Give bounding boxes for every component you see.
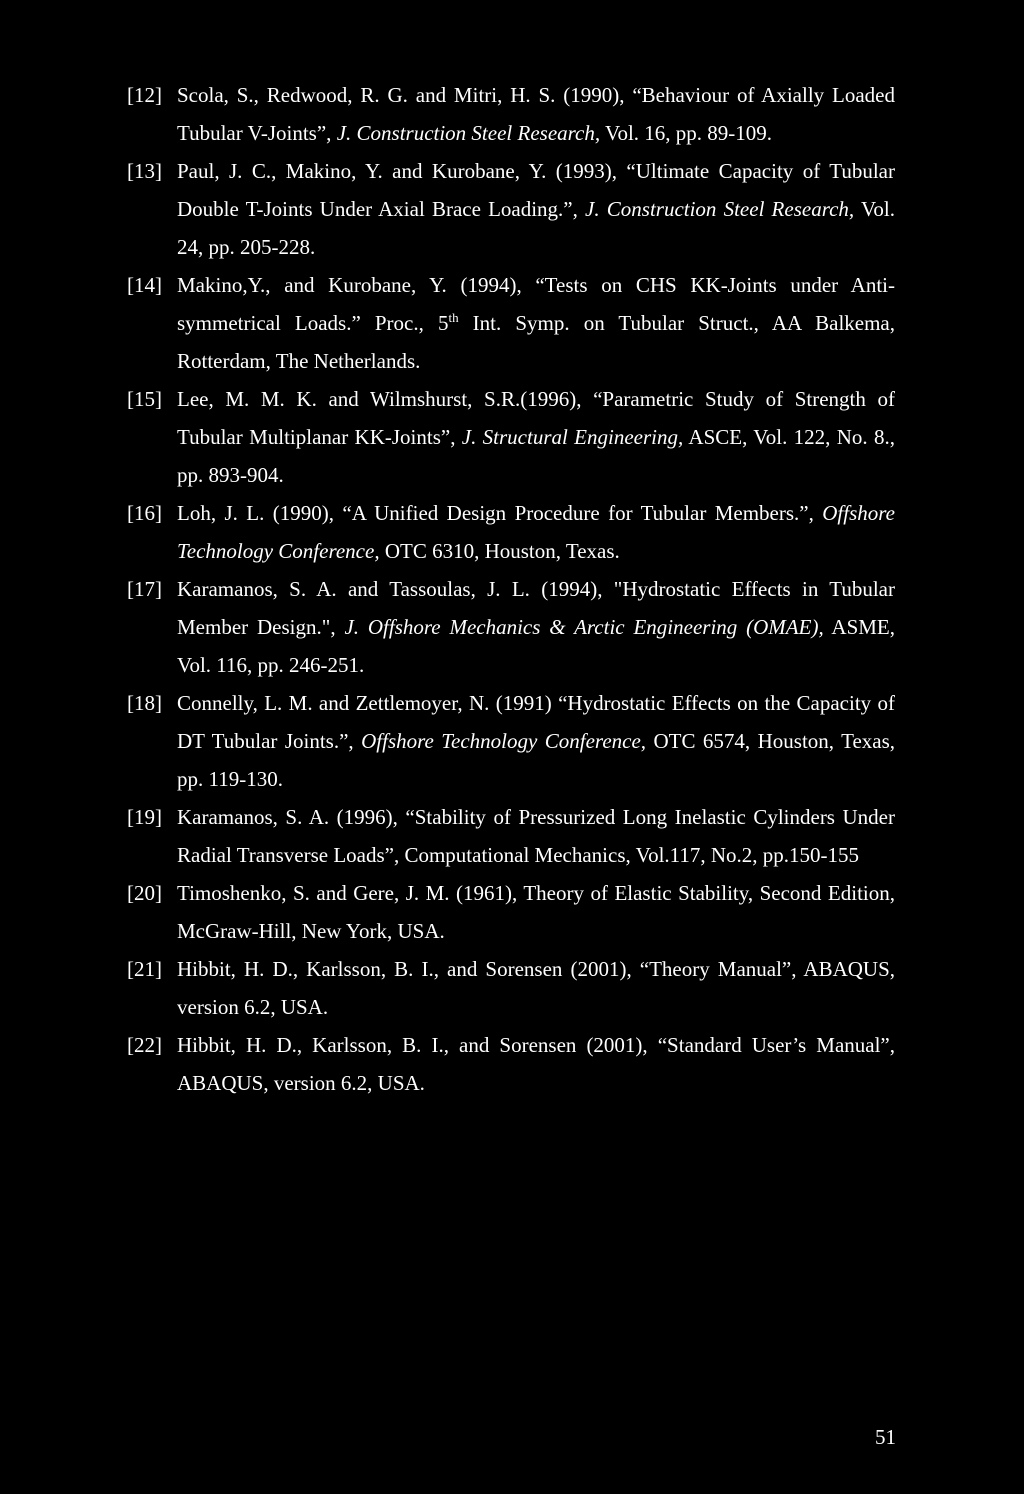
reference-number: [18] bbox=[127, 691, 162, 715]
journal-name: J. Construction Steel Research, bbox=[585, 197, 855, 221]
reference-number: [20] bbox=[127, 881, 162, 905]
reference-13 bbox=[127, 152, 895, 266]
conference-name: Offshore Technology Conference, bbox=[177, 501, 895, 563]
reference-number: [21] bbox=[127, 957, 162, 981]
reference-number: [14] bbox=[127, 273, 162, 297]
ordinal-superscript: th bbox=[448, 310, 459, 325]
reference-text: Scola, S., Redwood, R. G. and Mitri, H. S. (1990), “Behaviour of Axially Loaded Tubular V-Joints”, J. Construction Steel Research, Vol. 16, pp. 89-109. bbox=[177, 83, 895, 145]
reference-number: [15] bbox=[127, 387, 162, 411]
journal-name: J. Offshore Mechanics & Arctic Engineering (OMAE), bbox=[344, 615, 824, 639]
reference-text: Paul, J. C., Makino, Y. and Kurobane, Y. (1993), “Ultimate Capacity of Tubular Double T-Joints Under Axial Brace Loading.”, J. Construction Steel Research, Vol. 24, pp. 205-228. bbox=[177, 159, 895, 259]
page-number: 51 bbox=[875, 1425, 896, 1449]
reference-text: Timoshenko, S. and Gere, J. M. (1961), Theory of Elastic Stability, Second Edition, McGraw-Hill, New York, USA. bbox=[177, 881, 895, 943]
reference-number: [17] bbox=[127, 577, 162, 601]
reference-17 bbox=[127, 570, 895, 684]
reference-text: Hibbit, H. D., Karlsson, B. I., and Sorensen (2001), “Standard User’s Manual”, ABAQUS, version 6.2, USA. bbox=[177, 1033, 895, 1095]
reference-text: Hibbit, H. D., Karlsson, B. I., and Sorensen (2001), “Theory Manual”, ABAQUS, version 6.2, USA. bbox=[177, 957, 895, 1019]
reference-list bbox=[127, 76, 895, 1102]
reference-22 bbox=[127, 1026, 895, 1102]
reference-text: Makino,Y., and Kurobane, Y. (1994), “Tests on CHS KK-Joints under Anti-symmetrical Loads.” Proc., 5th Int. Symp. on Tubular Struct., AA Balkema, Rotterdam, The Netherlands. bbox=[177, 273, 896, 373]
reference-16 bbox=[127, 494, 895, 570]
reference-number: [19] bbox=[127, 805, 162, 829]
reference-text: Connelly, L. M. and Zettlemoyer, N. (1991) “Hydrostatic Effects on the Capacity of DT Tubular Joints.”, Offshore Technology Conference, OTC 6574, Houston, Texas, pp. 119-130. bbox=[177, 691, 896, 791]
reference-20 bbox=[127, 874, 895, 950]
journal-name: J. Construction Steel Research, bbox=[336, 121, 601, 145]
reference-12 bbox=[127, 76, 895, 152]
reference-number: [13] bbox=[127, 159, 162, 183]
reference-number: [22] bbox=[127, 1033, 162, 1057]
reference-text: Lee, M. M. K. and Wilmshurst, S.R.(1996), “Parametric Study of Strength of Tubular Multiplanar KK-Joints”, J. Structural Engineering, ASCE, Vol. 122, No. 8., pp. 893-904. bbox=[177, 387, 895, 487]
reference-14 bbox=[127, 266, 895, 380]
journal-name: J. Structural Engineering, bbox=[461, 425, 684, 449]
reference-15 bbox=[127, 380, 895, 494]
reference-19 bbox=[127, 798, 895, 874]
reference-text: Loh, J. L. (1990), “A Unified Design Procedure for Tubular Members.”, Offshore Technology Conference, OTC 6310, Houston, Texas. bbox=[177, 501, 895, 563]
reference-18 bbox=[127, 684, 895, 798]
reference-text: Karamanos, S. A. (1996), “Stability of Pressurized Long Inelastic Cylinders Under Radial Transverse Loads”, Computational Mechanics, Vol.117, No.2, pp.150-155 bbox=[177, 805, 895, 867]
conference-name: Offshore Technology Conference, bbox=[361, 729, 647, 753]
reference-number: [16] bbox=[127, 501, 162, 525]
reference-number: [12] bbox=[127, 83, 162, 107]
reference-21 bbox=[127, 950, 895, 1026]
reference-text: Karamanos, S. A. and Tassoulas, J. L. (1994), "Hydrostatic Effects in Tubular Member Design.", J. Offshore Mechanics & Arctic Engineering (OMAE), ASME, Vol. 116, pp. 246-251. bbox=[177, 577, 895, 677]
